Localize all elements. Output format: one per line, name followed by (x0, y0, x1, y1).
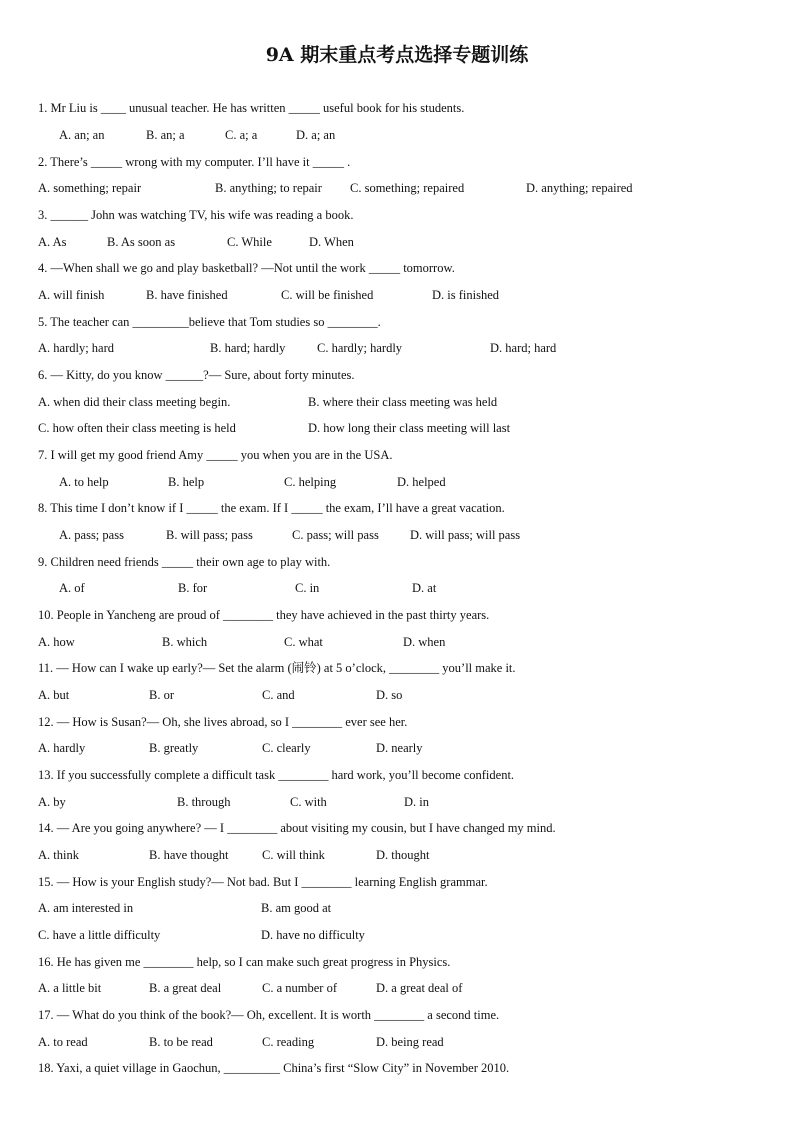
question-6-option-c: C. how often their class meeting is held (38, 421, 236, 435)
question-7-option-c: C. helping (284, 475, 337, 489)
question-4-option-c: C. will be finished (281, 288, 374, 302)
question-13-stem: 13. If you successfully complete a difficult task ________ hard work, you’ll become confident. (38, 768, 515, 782)
question-13-option-b: B. through (177, 795, 231, 809)
question-15-option-b: B. am good at (261, 901, 332, 915)
question-5-stem: 5. The teacher can _________believe that Tom studies so ________. (38, 315, 381, 329)
question-2-option-a: A. something; repair (38, 181, 142, 195)
question-15-option-c: C. have a little difficulty (38, 928, 161, 942)
question-7-option-d: D. helped (397, 475, 446, 489)
question-4-stem: 4. —When shall we go and play basketball? —Not until the work _____ tomorrow. (38, 261, 455, 275)
question-9-option-c: C. in (295, 581, 320, 595)
question-4-option-b: B. have finished (146, 288, 228, 302)
question-10-option-b: B. which (162, 635, 208, 649)
question-1-option-c: C. a; a (225, 128, 258, 142)
question-1-stem: 1. Mr Liu is ____ unusual teacher. He has written _____ useful book for his students. (38, 101, 465, 115)
question-6-option-b: B. where their class meeting was held (308, 395, 498, 409)
question-17-option-c: C. reading (262, 1035, 315, 1049)
question-12-stem: 12. — How is Susan?— Oh, she lives abroad, so I ________ ever see her. (38, 715, 408, 729)
question-12-option-a: A. hardly (38, 741, 86, 755)
question-5-option-c: C. hardly; hardly (317, 341, 403, 355)
question-1-option-a: A. an; an (59, 128, 105, 142)
question-2-option-c: C. something; repaired (350, 181, 465, 195)
question-12-option-c: C. clearly (262, 741, 311, 755)
question-8-option-d: D. will pass; will pass (410, 528, 521, 542)
question-2-option-d: D. anything; repaired (526, 181, 633, 195)
question-3-option-b: B. As soon as (107, 235, 176, 249)
question-14-option-d: D. thought (376, 848, 430, 862)
question-10-option-c: C. what (284, 635, 323, 649)
question-6-stem: 6. — Kitty, do you know ______?— Sure, about forty minutes. (38, 368, 355, 382)
question-15-stem: 15. — How is your English study?— Not bad. But I ________ learning English grammar. (38, 875, 488, 889)
question-16-option-b: B. a great deal (149, 981, 222, 995)
question-7-stem: 7. I will get my good friend Amy _____ you when you are in the USA. (38, 448, 393, 462)
question-8-option-b: B. will pass; pass (166, 528, 253, 542)
question-4-option-d: D. is finished (432, 288, 500, 302)
question-9-stem: 9. Children need friends _____ their own age to play with. (38, 555, 331, 569)
question-11-option-d: D. so (376, 688, 403, 702)
question-1-option-b: B. an; a (146, 128, 185, 142)
question-8-option-a: A. pass; pass (59, 528, 124, 542)
question-16-option-d: D. a great deal of (376, 981, 463, 995)
question-12-option-d: D. nearly (376, 741, 423, 755)
question-5-option-d: D. hard; hard (490, 341, 557, 355)
question-11-option-b: B. or (149, 688, 174, 702)
question-7-option-a: A. to help (59, 475, 109, 489)
question-2-option-b: B. anything; to repair (215, 181, 322, 195)
question-13-option-a: A. by (38, 795, 66, 809)
question-7-option-b: B. help (168, 475, 205, 489)
question-14-option-a: A. think (38, 848, 79, 862)
question-13-option-d: D. in (404, 795, 429, 809)
question-14-stem: 14. — Are you going anywhere? — I ________ about visiting my cousin, but I have changed my mind. (38, 821, 556, 835)
question-6-option-a: A. when did their class meeting begin. (38, 395, 231, 409)
question-8-option-c: C. pass; will pass (292, 528, 379, 542)
question-13-option-c: C. with (290, 795, 327, 809)
question-15-option-a: A. am interested in (38, 901, 134, 915)
question-10-option-d: D. when (403, 635, 446, 649)
question-11-option-a: A. but (38, 688, 70, 702)
question-11-stem: 11. — How can I wake up early?— Set the alarm (闹铃) at 5 o’clock, ________ you’ll make it. (38, 661, 516, 675)
question-3-option-a: A. As (38, 235, 67, 249)
question-12-option-b: B. greatly (149, 741, 199, 755)
question-10-stem: 10. People in Yancheng are proud of ________ they have achieved in the past thirty years. (38, 608, 490, 622)
question-9-option-d: D. at (412, 581, 437, 595)
question-14-option-b: B. have thought (149, 848, 229, 862)
question-16-stem: 16. He has given me ________ help, so I can make such great progress in Physics. (38, 955, 451, 969)
question-8-stem: 8. This time I don’t know if I _____ the exam. If I _____ the exam, I’ll have a great vacation. (38, 501, 505, 515)
question-5-option-a: A. hardly; hard (38, 341, 115, 355)
question-15-option-d: D. have no difficulty (261, 928, 365, 942)
question-6-option-d: D. how long their class meeting will last (308, 421, 511, 435)
question-17-option-b: B. to be read (149, 1035, 213, 1049)
page-title: 9A 期末重点考点选择专题训练 (265, 44, 529, 66)
question-16-option-a: A. a little bit (38, 981, 102, 995)
question-18-stem: 18. Yaxi, a quiet village in Gaochun, _________ China’s first “Slow City” in November 2010. (38, 1061, 510, 1075)
question-16-option-c: C. a number of (262, 981, 337, 995)
question-3-option-d: D. When (309, 235, 354, 249)
question-2-stem: 2. There’s _____ wrong with my computer. I’ll have it _____ . (38, 155, 351, 169)
question-9-option-a: A. of (59, 581, 85, 595)
question-17-option-d: D. being read (376, 1035, 444, 1049)
question-14-option-c: C. will think (262, 848, 325, 862)
question-3-option-c: C. While (227, 235, 272, 249)
question-11-option-c: C. and (262, 688, 295, 702)
question-17-option-a: A. to read (38, 1035, 88, 1049)
question-10-option-a: A. how (38, 635, 75, 649)
question-3-stem: 3. ______ John was watching TV, his wife was reading a book. (38, 208, 354, 222)
question-1-option-d: D. a; an (296, 128, 336, 142)
question-5-option-b: B. hard; hardly (210, 341, 286, 355)
question-17-stem: 17. — What do you think of the book?— Oh, excellent. It is worth ________ a second time. (38, 1008, 500, 1022)
question-4-option-a: A. will finish (38, 288, 105, 302)
question-9-option-b: B. for (178, 581, 208, 595)
